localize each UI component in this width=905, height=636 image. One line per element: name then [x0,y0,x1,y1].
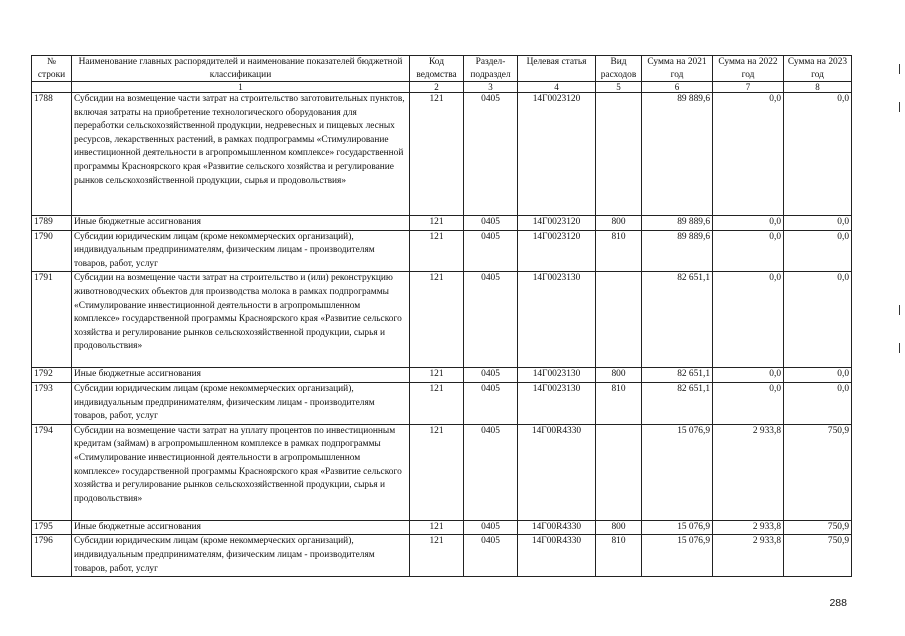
row-sum-2022: 2 933,8 [713,424,784,520]
row-sum-2023: 0,0 [784,230,852,272]
header-razdel: Раздел-подраздел [464,56,518,82]
row-vid [596,424,642,520]
row-name: Иные бюджетные ассигнования [72,216,410,231]
column-number: 2 [410,82,464,93]
scan-edge-mark [899,305,900,315]
scan-edge-mark [899,343,900,353]
row-ved: 121 [410,230,464,272]
row-statya: 14Г00R4330 [518,424,596,520]
row-name: Субсидии на возмещение части затрат на строительство заготовительных пунктов, включая затраты на приобретение технологического оборудования для переработки сельскохозяйственной продукции, недревесных и пищевых лесных ресурсов, лекарственных растений, в рамках подпрограммы «Стимулирование инвестиционной деятельности в агропромышленном комплексе» государственной программы Красноярского края «Развитие сельского хозяйства и регулирование рынков сельскохозяйственной продукции, сырья и продовольствия» [72,93,410,216]
row-sum-2023: 0,0 [784,272,852,368]
row-razdel: 0405 [464,382,518,424]
budget-table [31,55,852,577]
page-number: 288 [829,597,847,609]
column-number: 3 [464,82,518,93]
header-sum-2023: Сумма на 2023 год [784,56,852,82]
row-sum-2021: 82 651,1 [642,368,713,383]
row-name: Субсидии юридическим лицам (кроме некоммерческих организаций), индивидуальным предпринимателям, физическим лицам - производителям товаров, работ, услуг [72,382,410,424]
table-row [32,424,852,520]
row-sum-2021: 82 651,1 [642,272,713,368]
row-ved: 121 [410,216,464,231]
table-row [32,230,852,272]
row-razdel: 0405 [464,535,518,577]
row-sum-2022: 2 933,8 [713,520,784,535]
row-name: Субсидии юридическим лицам (кроме некоммерческих организаций), индивидуальным предпринимателям, физическим лицам - производителям товаров, работ, услуг [72,535,410,577]
row-sum-2022: 0,0 [713,368,784,383]
row-name: Иные бюджетные ассигнования [72,368,410,383]
row-sum-2021: 15 076,9 [642,424,713,520]
row-razdel: 0405 [464,216,518,231]
column-number: 6 [642,82,713,93]
row-razdel: 0405 [464,368,518,383]
row-name: Субсидии юридическим лицам (кроме некоммерческих организаций), индивидуальным предпринимателям, физическим лицам - производителям товаров, работ, услуг [72,230,410,272]
row-statya: 14Г0023120 [518,93,596,216]
row-sum-2021: 15 076,9 [642,520,713,535]
row-number: 1789 [32,216,72,231]
scan-edge-mark [899,64,900,74]
row-number: 1794 [32,424,72,520]
column-number: 4 [518,82,596,93]
row-sum-2022: 2 933,8 [713,535,784,577]
row-sum-2021: 89 889,6 [642,230,713,272]
row-sum-2023: 750,9 [784,535,852,577]
row-sum-2023: 0,0 [784,382,852,424]
row-vid: 810 [596,230,642,272]
row-statya: 14Г0023120 [518,230,596,272]
row-ved: 121 [410,368,464,383]
row-number: 1790 [32,230,72,272]
table-row [32,520,852,535]
row-sum-2022: 0,0 [713,382,784,424]
header-ved: Код ведомства [410,56,464,82]
row-ved: 121 [410,520,464,535]
row-ved: 121 [410,535,464,577]
row-sum-2023: 750,9 [784,520,852,535]
row-sum-2022: 0,0 [713,272,784,368]
row-vid: 800 [596,520,642,535]
table-row [32,368,852,383]
row-statya: 14Г00R4330 [518,520,596,535]
row-sum-2023: 0,0 [784,216,852,231]
column-number: 7 [713,82,784,93]
row-name: Субсидии на возмещение части затрат на уплату процентов по инвестиционным кредитам (займам) в агропромышленном комплексе в рамках подпрограммы «Стимулирование инвестиционной деятельности в агропромышленном комплексе» государственной программы Красноярского края «Развитие сельского хозяйства и регулирование рынков сельскохозяйственной продукции, сырья и продовольствия» [72,424,410,520]
column-number [32,82,72,93]
row-sum-2021: 89 889,6 [642,93,713,216]
table-row [32,216,852,231]
table-row [32,93,852,216]
row-sum-2021: 89 889,6 [642,216,713,231]
row-statya: 14Г0023130 [518,272,596,368]
row-statya: 14Г0023130 [518,368,596,383]
row-vid: 810 [596,382,642,424]
row-vid: 800 [596,216,642,231]
row-sum-2022: 0,0 [713,93,784,216]
row-razdel: 0405 [464,93,518,216]
table-row [32,382,852,424]
column-number: 1 [72,82,410,93]
header-sum-2021: Сумма на 2021 год [642,56,713,82]
row-number: 1796 [32,535,72,577]
row-vid [596,93,642,216]
row-name: Субсидии на возмещение части затрат на строительство и (или) реконструкцию животноводческих объектов для производства молока в рамках подпрограммы «Стимулирование инвестиционной деятельности в агропромышленном комплексе» государственной программы Красноярского края «Развитие сельского хозяйства и регулирование рынков сельскохозяйственной продукции, сырья и продовольствия» [72,272,410,368]
header-vid: Вид расходов [596,56,642,82]
header-statya: Целевая статья [518,56,596,82]
row-number: 1792 [32,368,72,383]
row-vid [596,272,642,368]
row-name: Иные бюджетные ассигнования [72,520,410,535]
table-row [32,272,852,368]
column-number: 8 [784,82,852,93]
column-number-row [32,82,852,93]
scan-edge-mark [899,102,900,112]
row-statya: 14Г0023130 [518,382,596,424]
row-statya: 14Г00R4330 [518,535,596,577]
table-header-row [32,56,852,82]
row-number: 1795 [32,520,72,535]
row-number: 1788 [32,93,72,216]
row-sum-2023: 0,0 [784,368,852,383]
row-sum-2023: 0,0 [784,93,852,216]
row-sum-2023: 750,9 [784,424,852,520]
row-razdel: 0405 [464,272,518,368]
row-sum-2022: 0,0 [713,230,784,272]
row-ved: 121 [410,382,464,424]
column-number: 5 [596,82,642,93]
row-number: 1793 [32,382,72,424]
row-razdel: 0405 [464,424,518,520]
row-sum-2021: 15 076,9 [642,535,713,577]
table-row [32,535,852,577]
row-razdel: 0405 [464,230,518,272]
header-name: Наименование главных распорядителей и наименование показателей бюджетной классификации [72,56,410,82]
row-sum-2021: 82 651,1 [642,382,713,424]
row-vid: 810 [596,535,642,577]
row-statya: 14Г0023120 [518,216,596,231]
row-ved: 121 [410,424,464,520]
header-sum-2022: Сумма на 2022 год [713,56,784,82]
header-no: № строки [32,56,72,82]
row-number: 1791 [32,272,72,368]
row-ved: 121 [410,272,464,368]
row-sum-2022: 0,0 [713,216,784,231]
row-razdel: 0405 [464,520,518,535]
row-ved: 121 [410,93,464,216]
row-vid: 800 [596,368,642,383]
